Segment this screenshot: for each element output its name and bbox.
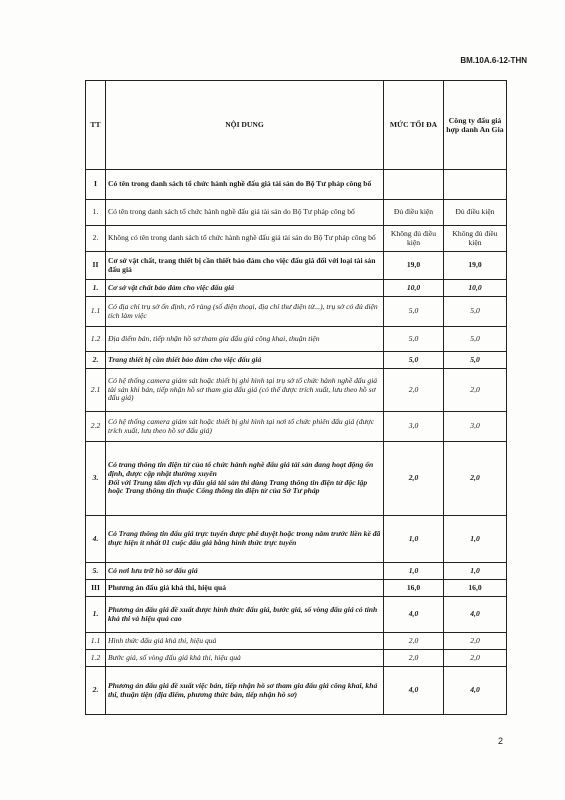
row-max-score: 10,0 (384, 280, 444, 297)
row-max-score: 4,0 (384, 597, 444, 633)
scoring-table (85, 80, 507, 715)
table-row (86, 667, 507, 715)
row-content: Hình thức đấu giá khả thi, hiệu quả (106, 633, 384, 650)
row-tt: 2. (86, 226, 106, 252)
row-tt: 4. (86, 516, 106, 563)
row-content: Có hệ thống camera giám sát hoặc thiết bị ghi hình tại nơi tổ chức phiên đấu giá (được trích xuất, lưu theo hồ sơ đấu giá) (106, 412, 384, 442)
row-content: Bước giá, số vòng đấu giá khả thi, hiệu quả (106, 650, 384, 667)
row-max-score: 2,0 (384, 633, 444, 650)
row-tt: 5. (86, 563, 106, 580)
row-max-score: 2,0 (384, 650, 444, 667)
row-company-score: 2,0 (444, 633, 507, 650)
row-tt: 1.1 (86, 633, 106, 650)
row-company-score: 1,0 (444, 563, 507, 580)
table-row (86, 252, 507, 280)
row-content: Có trang thông tin điện tử của tổ chức hành nghề đấu giá tài sản đang hoạt động ổn định, được cập nhật thường xuyên Đối với Trung tâm dịch vụ đấu giá tài sản thì dùng Trang thông tin điện tử độc lập hoặc Trang thông tin thuộc Cổng thông tin điện tử của Sở Tư pháp (106, 442, 384, 516)
table-row (86, 369, 507, 412)
table-row (86, 563, 507, 580)
row-company-score: Không đủ điều kiện (444, 226, 507, 252)
row-tt: 2.1 (86, 369, 106, 412)
row-tt: 1.2 (86, 650, 106, 667)
row-content: Cơ sở vật chất bảo đảm cho việc đấu giá (106, 280, 384, 297)
row-content: Phương án đấu giá khả thi, hiệu quả (106, 580, 384, 597)
row-company-score: 4,0 (444, 597, 507, 633)
row-content: Có nơi lưu trữ hồ sơ đấu giá (106, 563, 384, 580)
row-content: Có địa chỉ trụ sở ổn định, rõ ràng (số điện thoại, địa chỉ thư điện tử...), trụ sở có đủ diện tích làm việc (106, 297, 384, 327)
row-max-score: 1,0 (384, 563, 444, 580)
row-company-score: 2,0 (444, 650, 507, 667)
row-content: Có Trang thông tin đấu giá trực tuyến được phê duyệt hoặc trong năm trước liền kề đã thực hiện ít nhất 01 cuộc đấu giá bằng hình thức trực tuyến (106, 516, 384, 563)
row-max-score: 4,0 (384, 667, 444, 715)
row-content: Có tên trong danh sách tổ chức hành nghề đấu giá tài sản do Bộ Tư pháp công bố (106, 200, 384, 226)
row-company-score: 4,0 (444, 667, 507, 715)
header-tt: TT (86, 81, 106, 170)
row-max-score: 5,0 (384, 352, 444, 369)
table-row (86, 597, 507, 633)
row-content: Có hệ thống camera giám sát hoặc thiết bị ghi hình tại trụ sở tổ chức hành nghề đấu giá tài sản khi bán, tiếp nhận hồ sơ tham gia đấu giá (có thể được trích xuất, lưu theo hồ sơ đấu giá) (106, 369, 384, 412)
row-tt: II (86, 252, 106, 280)
row-company-score: 2,0 (444, 369, 507, 412)
row-content: Không có tên trong danh sách tổ chức hành nghề đấu giá tài sản do Bộ Tư pháp công bố (106, 226, 384, 252)
row-content: Có tên trong danh sách tổ chức hành nghề đấu giá tài sản do Bộ Tư pháp công bố (106, 170, 384, 200)
header-company: Công ty đấu giá hợp danh An Gia (444, 81, 507, 170)
row-company-score: 5,0 (444, 297, 507, 327)
row-tt: 2. (86, 352, 106, 369)
table-row (86, 327, 507, 352)
row-tt: 3. (86, 442, 106, 516)
table-row (86, 226, 507, 252)
row-tt: 2.2 (86, 412, 106, 442)
table-row (86, 170, 507, 200)
table-row (86, 352, 507, 369)
row-company-score: 3,0 (444, 412, 507, 442)
row-max-score: 16,0 (384, 580, 444, 597)
row-content: Địa điểm bán, tiếp nhận hồ sơ tham gia đấu giá công khai, thuận tiện (106, 327, 384, 352)
table-row (86, 280, 507, 297)
table-row (86, 633, 507, 650)
row-company-score: Đủ điều kiện (444, 200, 507, 226)
row-max-score: 5,0 (384, 297, 444, 327)
row-company-score: 19,0 (444, 252, 507, 280)
row-max-score: Không đủ điều kiện (384, 226, 444, 252)
header-content: NỘI DUNG (106, 81, 384, 170)
row-max-score (384, 170, 444, 200)
row-max-score: 19,0 (384, 252, 444, 280)
row-max-score: 2,0 (384, 442, 444, 516)
row-company-score (444, 170, 507, 200)
row-tt: III (86, 580, 106, 597)
table-row (86, 516, 507, 563)
row-company-score: 5,0 (444, 327, 507, 352)
table-row (86, 650, 507, 667)
row-company-score: 2,0 (444, 442, 507, 516)
table-row (86, 297, 507, 327)
row-tt: I (86, 170, 106, 200)
row-max-score: 2,0 (384, 369, 444, 412)
row-content: Phương án đấu giá đề xuất việc bán, tiếp nhận hồ sơ tham gia đấu giá công khai, khả thi, thuận tiện (địa điểm, phương thức bán, tiếp nhận hồ sơ) (106, 667, 384, 715)
row-content: Cơ sở vật chất, trang thiết bị cần thiết bảo đảm cho việc đấu giá đối với loại tài sản đấu giá (106, 252, 384, 280)
row-tt: 1. (86, 200, 106, 226)
row-max-score: 3,0 (384, 412, 444, 442)
row-tt: 1. (86, 280, 106, 297)
table-row (86, 442, 507, 516)
table-row (86, 412, 507, 442)
table-body (86, 170, 507, 715)
row-tt: 1.1 (86, 297, 106, 327)
row-company-score: 16,0 (444, 580, 507, 597)
row-tt: 1.2 (86, 327, 106, 352)
row-content: Phương án đấu giá đề xuất được hình thức đấu giá, bước giá, số vòng đấu giá có tính khả thi và hiệu quả cao (106, 597, 384, 633)
row-company-score: 1,0 (444, 516, 507, 563)
row-max-score: Đủ điều kiện (384, 200, 444, 226)
row-company-score: 5,0 (444, 352, 507, 369)
document-code: BM.10A.6-12-THN (460, 56, 527, 65)
row-company-score: 10,0 (444, 280, 507, 297)
row-tt: 1. (86, 597, 106, 633)
table-row (86, 580, 507, 597)
row-content: Trang thiết bị cần thiết bảo đảm cho việc đấu giá (106, 352, 384, 369)
row-max-score: 1,0 (384, 516, 444, 563)
page-number: 2 (497, 736, 503, 746)
table-header-row (86, 81, 507, 170)
header-max: MỨC TỐI ĐA (384, 81, 444, 170)
row-max-score: 5,0 (384, 327, 444, 352)
row-tt: 2. (86, 667, 106, 715)
table-row (86, 200, 507, 226)
